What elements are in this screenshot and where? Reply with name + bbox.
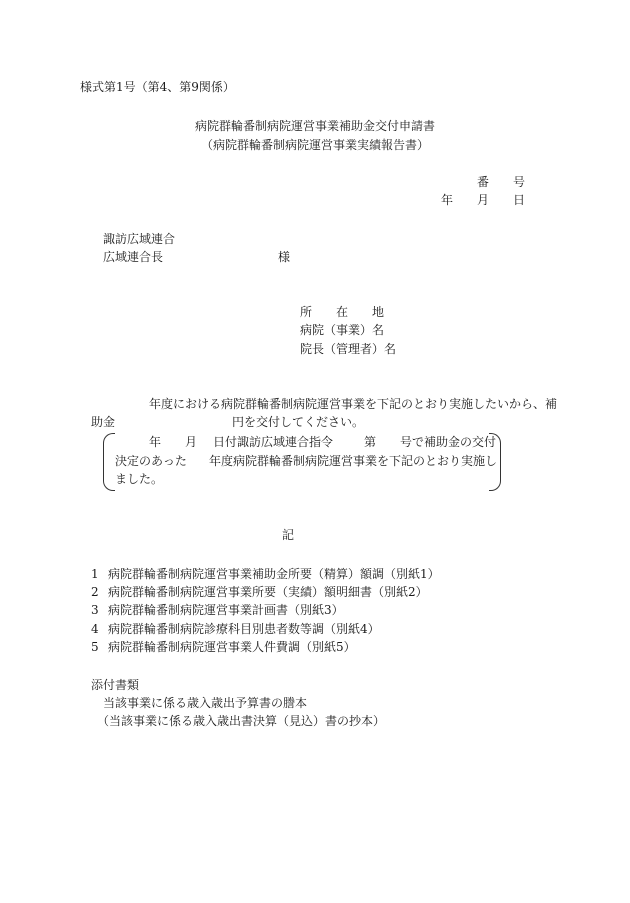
date-label: 年 月 日 (441, 193, 526, 207)
bracket-date: 年 月 (149, 435, 198, 449)
attachments-heading: 添付書類 (91, 678, 140, 692)
attachment-item-1: 当該事業に係る歳入歳出予算書の謄本 (103, 696, 308, 710)
list-item-number: 3 (91, 603, 99, 617)
addressee-title: 広域連合長 (103, 250, 164, 264)
list-item-number: 2 (91, 585, 99, 599)
list-item-number: 5 (91, 640, 99, 654)
addressee-org: 諏訪広域連合 (103, 232, 176, 246)
list-item-text: 病院群輪番制病院診療科目別患者数等調（別紙4） (108, 622, 380, 636)
applicant-director-label: 院長（管理者）名 (300, 342, 397, 356)
document-subtitle: （病院群輪番制病院運営事業実績報告書） (200, 138, 429, 152)
body-line-2-start: 助金 (91, 415, 116, 429)
addressee-honorific: 様 (278, 250, 291, 264)
list-item-text: 病院群輪番制病院運営事業所要（実績）額明細書（別紙2） (108, 585, 428, 599)
bracket-dai: 第 (364, 435, 377, 449)
body-line-1: 年度における病院群輪番制病院運営事業を下記のとおり実施したいから、補 (149, 397, 558, 411)
bracket-directive: 日付諏訪広域連合指令 (213, 435, 334, 449)
list-item-number: 4 (91, 622, 99, 636)
document-title: 病院群輪番制病院運営事業補助金交付申請書 (194, 119, 435, 133)
attachment-item-2: （当該事業に係る歳入歳出書決算（見込）書の抄本） (97, 714, 386, 728)
bracket-end: ました。 (115, 472, 164, 486)
ki-heading: 記 (282, 528, 295, 542)
body-line-2-end: 円を交付してください。 (232, 415, 365, 429)
list-item-text: 病院群輪番制病院運営事業計画書（別紙3） (108, 603, 344, 617)
list-item-text: 病院群輪番制病院運営事業補助金所要（精算）額調（別紙1） (108, 567, 440, 581)
form-number: 様式第1号（第4、第9関係） (80, 80, 235, 94)
bracket-decision: 決定のあった (115, 454, 187, 468)
list-item-text: 病院群輪番制病院運営事業人件費調（別紙5） (108, 640, 356, 654)
number-label: 番 号 (477, 175, 526, 189)
left-bracket (103, 433, 115, 491)
applicant-hospital-label: 病院（事業）名 (300, 323, 385, 337)
applicant-address-label: 所 在 地 (300, 305, 385, 319)
list-item-number: 1 (91, 567, 99, 581)
bracket-fiscal-year: 年度病院群輪番制病院運営事業を下記のとおり実施し (209, 454, 498, 468)
bracket-go: 号で補助金の交付 (400, 435, 497, 449)
